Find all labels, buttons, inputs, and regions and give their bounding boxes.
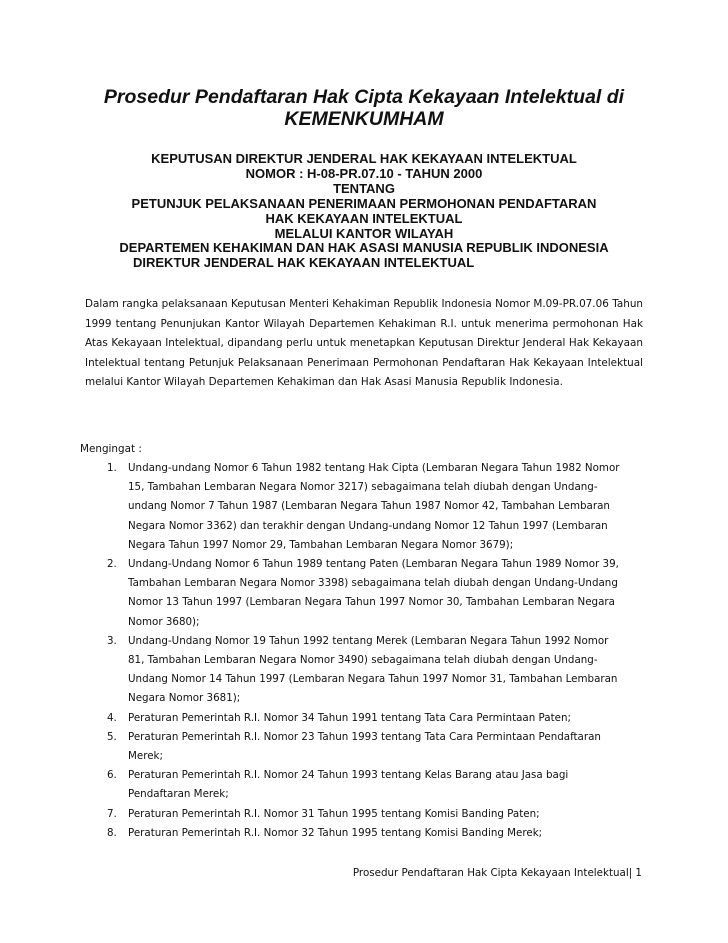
decree-line: DIREKTUR JENDERAL HAK KEKAYAAN INTELEKTUAL xyxy=(133,255,475,271)
document-title-line: Prosedur Pendaftaran Hak Cipta Kekayaan Intelektual di xyxy=(103,86,625,108)
list-item-line: Undang-Undang Nomor 6 Tahun 1989 tentang Paten (Lembaran Negara Tahun 1989 Nomor 39, xyxy=(128,558,619,571)
list-item-line: Nomor 13 Tahun 1997 (Lembaran Negara Tahun 1997 Nomor 30, Tambahan Lembaran Negara xyxy=(128,596,615,609)
list-item-line: Negara Nomor 3362) dan terakhir dengan Undang-undang Nomor 12 Tahun 1997 (Lembaran xyxy=(128,519,608,532)
list-item-line: Peraturan Pemerintah R.I. Nomor 24 Tahun 1993 tentang Kelas Barang atau Jasa bagi xyxy=(128,769,569,782)
list-item xyxy=(80,459,645,555)
list-item-line: undang Nomor 7 Tahun 1987 (Lembaran Negara Tahun 1987 Nomor 42, Tambahan Lembaran xyxy=(128,500,610,513)
list-item-number: 8. xyxy=(107,826,117,839)
list-item xyxy=(80,805,645,824)
list-item-number: 1. xyxy=(107,462,117,474)
list-item xyxy=(80,766,645,804)
document-title-line: KEMENKUMHAM xyxy=(284,108,444,130)
decree-line: DEPARTEMEN KEHAKIMAN DAN HAK ASASI MANUSIA REPUBLIK INDONESIA xyxy=(119,240,609,256)
considerations-list xyxy=(80,459,645,843)
list-item-line: Merek; xyxy=(128,750,163,763)
list-item-number: 5. xyxy=(107,730,117,743)
list-item-line: Peraturan Pemerintah R.I. Nomor 34 Tahun 1991 tentang Tata Cara Permintaan Paten; xyxy=(128,711,571,724)
list-item-line: Negara Tahun 1997 Nomor 29, Tambahan Lembaran Negara Nomor 3679); xyxy=(128,538,514,551)
decree-heading xyxy=(80,152,648,271)
list-item-line: 81, Tambahan Lembaran Negara Nomor 3490) sebagaimana telah diubah dengan Undang- xyxy=(128,654,598,667)
list-item-number: 2. xyxy=(107,558,117,571)
list-item-number: 6. xyxy=(107,769,117,782)
mengingat-label: Mengingat : xyxy=(80,443,142,455)
list-item xyxy=(80,709,645,728)
decree-line: TENTANG xyxy=(333,180,395,196)
list-item-line: Peraturan Pemerintah R.I. Nomor 31 Tahun 1995 tentang Komisi Banding Paten; xyxy=(128,807,540,820)
list-item-line: Peraturan Pemerintah R.I. Nomor 32 Tahun 1995 tentang Komisi Banding Merek; xyxy=(128,826,543,839)
decree-line: NOMOR : H-08-PR.07.10 - TAHUN 2000 xyxy=(245,165,483,181)
list-item-line: Undang Nomor 14 Tahun 1997 (Lembaran Negara Tahun 1997 Nomor 31, Tambahan Lembaran xyxy=(128,673,618,686)
decree-line: MELALUI KANTOR WILAYAH xyxy=(274,225,454,241)
list-item xyxy=(80,728,645,766)
decree-line: HAK KEKAYAAN INTELEKTUAL xyxy=(265,210,463,226)
list-item-line: Pendaftaran Merek; xyxy=(128,788,229,801)
list-item-line: Nomor 3680); xyxy=(128,615,200,628)
decree-line: KEPUTUSAN DIREKTUR JENDERAL HAK KEKAYAAN INTELEKTUAL xyxy=(151,151,577,166)
list-item-line: Negara Nomor 3681); xyxy=(128,692,241,705)
preamble-paragraph: Dalam rangka pelaksanaan Keputusan Menteri Kehakiman Republik Indonesia Nomor M.09-PR.07.06 Tahun 1999 tentang Penunjukan Kantor Wilayah Departemen Kehakiman R.I. untuk menerima permohonan Hak Atas Kekayaan Intelektual, dipandang perlu untuk menetapkan Keputusan Direktur Jenderal Hak Kekayaan Intelektual tentang Petunjuk Pelaksanaan Penerimaan Permohonan Pendaftaran Hak Kekayaan Intelektual melalui Kantor Wilayah Departemen Kehakiman dan Hak Asasi Manusia Republik Indonesia. xyxy=(85,298,643,388)
document-title xyxy=(80,86,648,130)
list-item-line: 15, Tambahan Lembaran Negara Nomor 3217) sebagaimana telah diubah dengan Undang- xyxy=(128,481,598,494)
decree-line: PETUNJUK PELAKSANAAN PENERIMAAN PERMOHONAN PENDAFTARAN xyxy=(131,195,597,211)
list-item xyxy=(80,555,645,632)
list-item xyxy=(80,824,645,843)
list-item-line: Tambahan Lembaran Negara Nomor 3398) sebagaimana telah diubah dengan Undang-Undang xyxy=(128,577,618,590)
list-item xyxy=(80,632,645,709)
list-item-line: Undang-Undang Nomor 19 Tahun 1992 tentang Merek (Lembaran Negara Tahun 1992 Nomor xyxy=(128,634,609,647)
list-item-number: 4. xyxy=(107,711,117,724)
list-item-number: 7. xyxy=(107,807,117,820)
page-footer: Prosedur Pendaftaran Hak Cipta Kekayaan Intelektual| 1 xyxy=(352,867,642,879)
list-item-line: Peraturan Pemerintah R.I. Nomor 23 Tahun 1993 tentang Tata Cara Permintaan Pendaftaran xyxy=(128,730,601,743)
list-item-line: Undang-undang Nomor 6 Tahun 1982 tentang Hak Cipta (Lembaran Negara Tahun 1982 Nomor xyxy=(128,462,620,474)
list-item-number: 3. xyxy=(107,634,117,647)
